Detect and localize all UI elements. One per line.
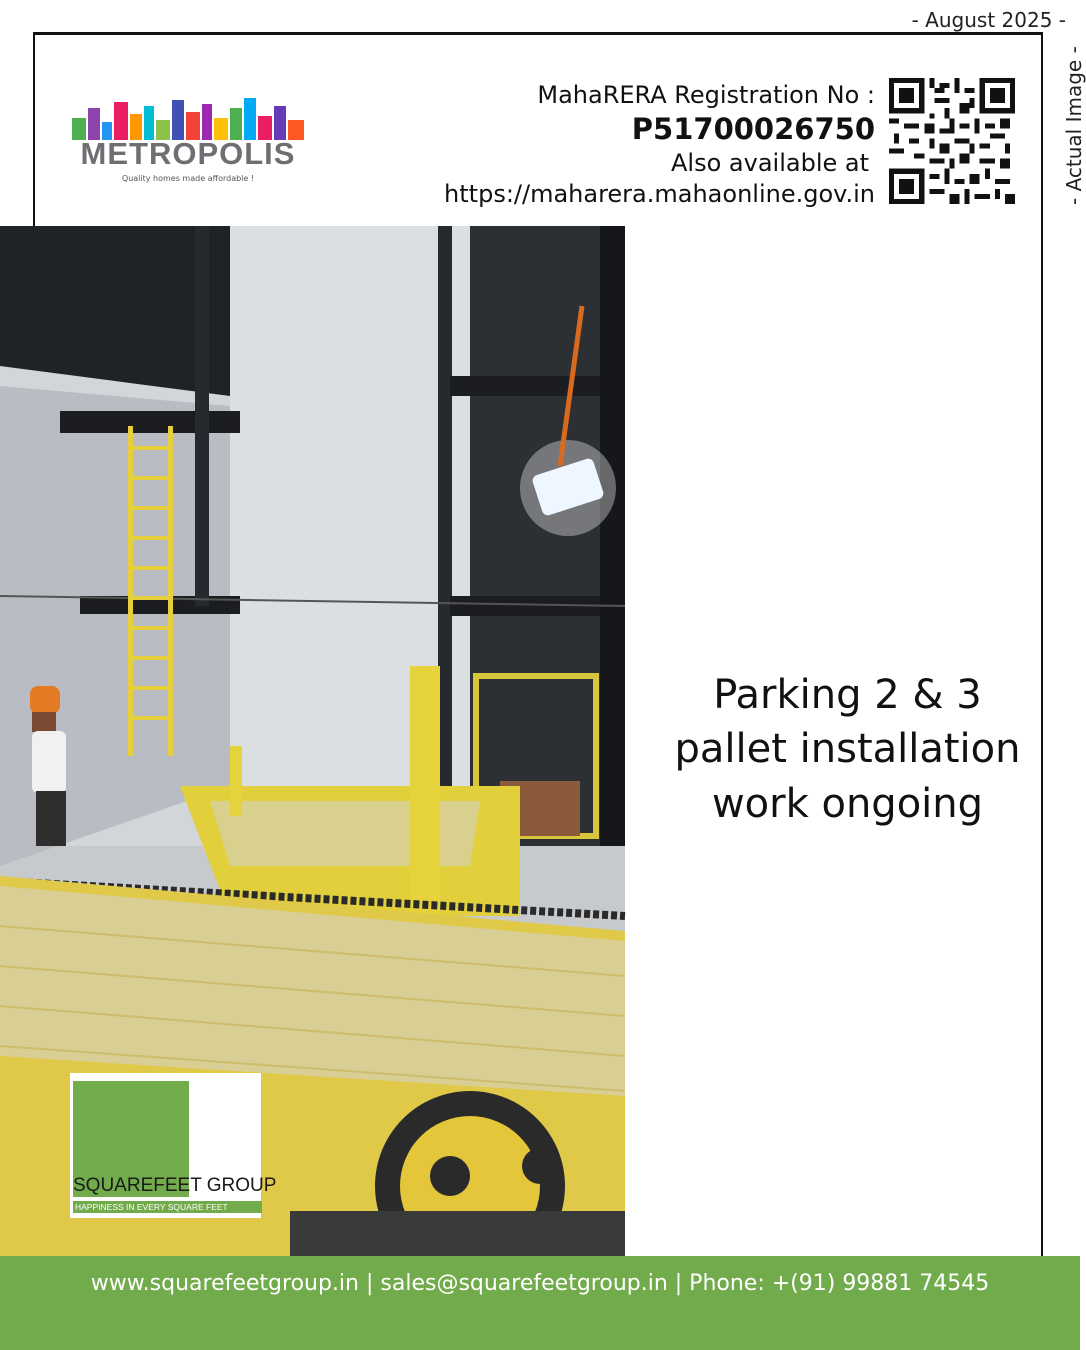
- frame-right-line: [1041, 32, 1043, 1262]
- rera-url[interactable]: https://maharera.mahaonline.gov.in: [444, 179, 875, 208]
- caption-line-2: pallet installation: [674, 726, 1021, 773]
- squarefeet-logo: [70, 1073, 277, 1218]
- caption-line-1: Parking 2 & 3: [713, 672, 982, 718]
- brand-wordmark: METROPOLIS: [80, 136, 296, 171]
- metropolis-logo: [70, 96, 306, 188]
- caption-line-3: work ongoing: [711, 780, 984, 827]
- rera-number: P51700026750: [631, 111, 875, 146]
- skyline-icon: [70, 96, 306, 140]
- rera-also-text: Also available at: [671, 148, 869, 177]
- brand-tagline: Quality homes made affordable !: [121, 174, 255, 183]
- report-date: - August 2025 -: [911, 8, 1066, 32]
- qr-code-icon[interactable]: [889, 78, 1015, 204]
- actual-image-label: - Actual Image -: [1062, 46, 1086, 205]
- footer-contact: www.squarefeetgroup.in | sales@squarefeetgroup.in | Phone: +(91) 99881 74545: [90, 1270, 990, 1296]
- footer-bar: [0, 1256, 1080, 1350]
- progress-caption: [645, 668, 1050, 831]
- group-tagline: HAPPINESS IN EVERY SQUARE FEET: [73, 1201, 262, 1213]
- frame-top-line: [33, 32, 1043, 35]
- rera-label: MahaRERA Registration No :: [537, 81, 875, 109]
- rera-info: [444, 80, 875, 209]
- group-name: SQUAREFEET GROUP: [73, 1175, 277, 1196]
